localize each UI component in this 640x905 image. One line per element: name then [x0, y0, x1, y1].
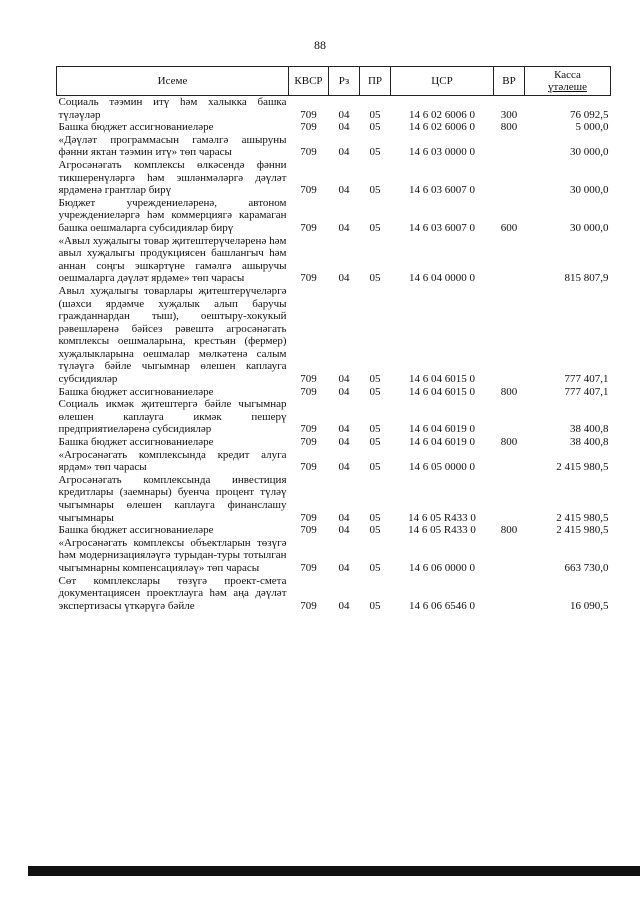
- header-rz: Рз: [329, 67, 360, 96]
- row-csr: 14 6 05 0000 0: [409, 461, 475, 474]
- row-pr: 05: [369, 221, 381, 234]
- row-vr: 800: [500, 436, 518, 449]
- row-csr: 14 6 06 6546 0: [409, 599, 475, 612]
- row-amount: 16 090,5: [570, 599, 609, 612]
- row-pr: 05: [369, 272, 381, 285]
- row-csr: 14 6 05 R433 0: [408, 524, 476, 537]
- row-vr: 800: [500, 524, 518, 537]
- row-pr: 05: [369, 511, 381, 524]
- row-vr: 600: [500, 221, 518, 234]
- row-name: Сөт комплекслары төзүгә проект-смета документациясен проектлауга һәм аңа дәүләт экспертизасы үткәрүгә бәйле: [58, 574, 287, 612]
- row-name: «Дәүләт программасын гамәлгә ашыруны фәнни яктан тәэмин итү» төп чарасы: [58, 133, 287, 159]
- row-kvsr: 709: [300, 561, 317, 574]
- row-name: Социаль икмәк җитештергә бәйле чыгымнар өлешен каплауга икмәк пешерү предприятиеләренә субсидияләр: [58, 398, 287, 436]
- bottom-scan-border: [28, 866, 640, 876]
- row-vr: 300: [500, 108, 518, 121]
- table-header: [57, 67, 611, 96]
- table-row: [57, 449, 611, 474]
- row-kvsr: 709: [300, 385, 317, 398]
- table-row: [57, 197, 611, 235]
- row-amount: 815 807,9: [564, 272, 609, 285]
- row-amount: 30 000,0: [570, 184, 609, 197]
- row-amount: 2 415 980,5: [556, 461, 609, 474]
- row-csr: 14 6 06 0000 0: [409, 561, 475, 574]
- row-rz: 04: [338, 121, 350, 134]
- header-csr: ЦСР: [391, 67, 494, 96]
- row-csr: 14 6 05 R433 0: [408, 511, 476, 524]
- row-kvsr: 709: [300, 599, 317, 612]
- table-row: [57, 235, 611, 285]
- row-name: Авыл хуҗалыгы товарлары җитештерүчеләргә (шәхси ярдәмче хуҗалык алып баручы гражданнардан тыш), оештыру-хокукый рәвешләренә бәйсез рәвештә агросәнәгать комплексы оешмаларына, крестьян (фермер) хуҗалыкларына оешмалар мөлкәтенә салым түләүгә бәйле чыгымнар өлешен каплауга субсидияләр: [58, 284, 287, 386]
- row-amount: 777 407,1: [564, 373, 609, 386]
- row-kvsr: 709: [300, 373, 317, 386]
- row-amount: 2 415 980,5: [556, 511, 609, 524]
- row-pr: 05: [369, 461, 381, 474]
- row-rz: 04: [338, 511, 350, 524]
- header-name: Исеме: [57, 67, 289, 96]
- row-rz: 04: [338, 561, 350, 574]
- row-pr: 05: [369, 436, 381, 449]
- row-name: Башка бюджет ассигнованиеләре: [58, 121, 214, 134]
- row-rz: 04: [338, 436, 350, 449]
- budget-table: [56, 66, 611, 612]
- row-name: Агросәнәгать комплексында инвестиция кредитлары (заемнары) буенча процент түләү чыгымнары өлешен каплауга финанслашу чыгымнары: [58, 473, 287, 524]
- row-vr: 800: [500, 385, 518, 398]
- row-pr: 05: [369, 184, 381, 197]
- row-pr: 05: [369, 524, 381, 537]
- row-csr: 14 6 03 6007 0: [409, 221, 475, 234]
- row-name: Агросәнәгать комплексы өлкәсендә фәнни тикшеренүләргә һәм эшләнмәләргә дәүләт ярдәменә грантлар бирү: [58, 158, 287, 197]
- row-name: «Агросәнәгать комплексында кредит алуга ярдәм» төп чарасы: [58, 448, 287, 474]
- row-vr: 800: [500, 121, 518, 134]
- row-amount: 38 400,8: [570, 436, 609, 449]
- row-kvsr: 709: [300, 272, 317, 285]
- row-rz: 04: [338, 599, 350, 612]
- row-pr: 05: [369, 146, 381, 159]
- row-rz: 04: [338, 423, 350, 436]
- table-row: [57, 474, 611, 524]
- row-amount: 38 400,8: [570, 423, 609, 436]
- page-number: 88: [314, 38, 326, 52]
- row-kvsr: 709: [300, 184, 317, 197]
- row-vr: [494, 575, 525, 613]
- header-kassa-line1: Касса: [554, 69, 581, 81]
- table-row: [57, 524, 611, 537]
- table-row: [57, 537, 611, 575]
- row-vr: [494, 235, 525, 285]
- row-amount: 5 000,0: [575, 121, 609, 134]
- row-csr: 14 6 04 6015 0: [409, 385, 475, 398]
- header-pr: ПР: [360, 67, 391, 96]
- row-csr: 14 6 02 6006 0: [409, 121, 475, 134]
- row-vr: [494, 537, 525, 575]
- row-name: Социаль тәэмин итү һәм халыкка башка түләүләр: [58, 96, 287, 121]
- row-kvsr: 709: [300, 121, 317, 134]
- table-row: [57, 121, 611, 134]
- row-kvsr: 709: [300, 221, 317, 234]
- row-csr: 14 6 04 6019 0: [409, 436, 475, 449]
- row-pr: 05: [369, 423, 381, 436]
- table-row: [57, 159, 611, 197]
- row-csr: 14 6 04 6015 0: [409, 373, 475, 386]
- row-csr: 14 6 03 6007 0: [409, 184, 475, 197]
- row-rz: 04: [338, 385, 350, 398]
- row-amount: 777 407,1: [564, 385, 609, 398]
- row-vr: [494, 159, 525, 197]
- row-rz: 04: [338, 524, 350, 537]
- row-amount: 663 730,0: [564, 561, 609, 574]
- row-rz: 04: [338, 461, 350, 474]
- row-rz: 04: [338, 184, 350, 197]
- row-name: Башка бюджет ассигнованиеләре: [58, 385, 214, 398]
- row-name: Башка бюджет ассигнованиеләре: [58, 436, 214, 449]
- row-vr: [494, 285, 525, 386]
- row-amount: 2 415 980,5: [556, 524, 609, 537]
- row-pr: 05: [369, 108, 381, 121]
- row-name: «Авыл хуҗалыгы товар җитештерүчеләренә һәм авыл хуҗалыгы продукциясен башлангыч һәм аннан соңгы эшкәртүне гамәлгә ашыручы оешмаларга дәүләт ярдәме» төп чарасы: [58, 234, 287, 285]
- table-row: [57, 134, 611, 159]
- row-kvsr: 709: [300, 461, 317, 474]
- table-row: [57, 386, 611, 399]
- row-csr: 14 6 04 6019 0: [409, 423, 475, 436]
- row-pr: 05: [369, 599, 381, 612]
- table-row: [57, 398, 611, 436]
- row-rz: 04: [338, 272, 350, 285]
- row-name: Бюджет учреждениеләренә, автоном учреждениеләргә һәм коммерциягә карамаган башка оешмаларга субсидияләр бирү: [58, 196, 287, 234]
- row-kvsr: 709: [300, 146, 317, 159]
- header-kassa: [525, 67, 611, 96]
- header-vr: ВР: [494, 67, 525, 96]
- row-kvsr: 709: [300, 423, 317, 436]
- row-kvsr: 709: [300, 511, 317, 524]
- row-kvsr: 709: [300, 436, 317, 449]
- row-name: Башка бюджет ассигнованиеләре: [58, 524, 214, 537]
- table-row: [57, 96, 611, 122]
- table-row: [57, 575, 611, 613]
- row-csr: 14 6 04 0000 0: [409, 272, 475, 285]
- row-amount: 76 092,5: [570, 108, 609, 121]
- row-rz: 04: [338, 373, 350, 386]
- row-rz: 04: [338, 108, 350, 121]
- row-amount: 30 000,0: [570, 221, 609, 234]
- row-pr: 05: [369, 385, 381, 398]
- header-kvsr: КВСР: [289, 67, 329, 96]
- row-pr: 05: [369, 373, 381, 386]
- row-vr: [494, 398, 525, 436]
- row-amount: 30 000,0: [570, 146, 609, 159]
- row-csr: 14 6 02 6006 0: [409, 108, 475, 121]
- header-kassa-line2: үтәлеше: [548, 81, 587, 93]
- row-rz: 04: [338, 146, 350, 159]
- table-row: [57, 436, 611, 449]
- row-pr: 05: [369, 561, 381, 574]
- row-vr: [494, 134, 525, 159]
- row-vr: [494, 474, 525, 524]
- row-csr: 14 6 03 0000 0: [409, 146, 475, 159]
- row-vr: [494, 449, 525, 474]
- row-kvsr: 709: [300, 524, 317, 537]
- row-pr: 05: [369, 121, 381, 134]
- row-name: «Агросәнәгать комплексы объектларын төзүгә һәм модернизацияләүгә турыдан-туры тотылган чыгымнарны компенсацияләү» төп чарасы: [58, 536, 287, 574]
- table-body: [57, 96, 611, 613]
- row-rz: 04: [338, 221, 350, 234]
- row-kvsr: 709: [300, 108, 317, 121]
- table-row: [57, 285, 611, 386]
